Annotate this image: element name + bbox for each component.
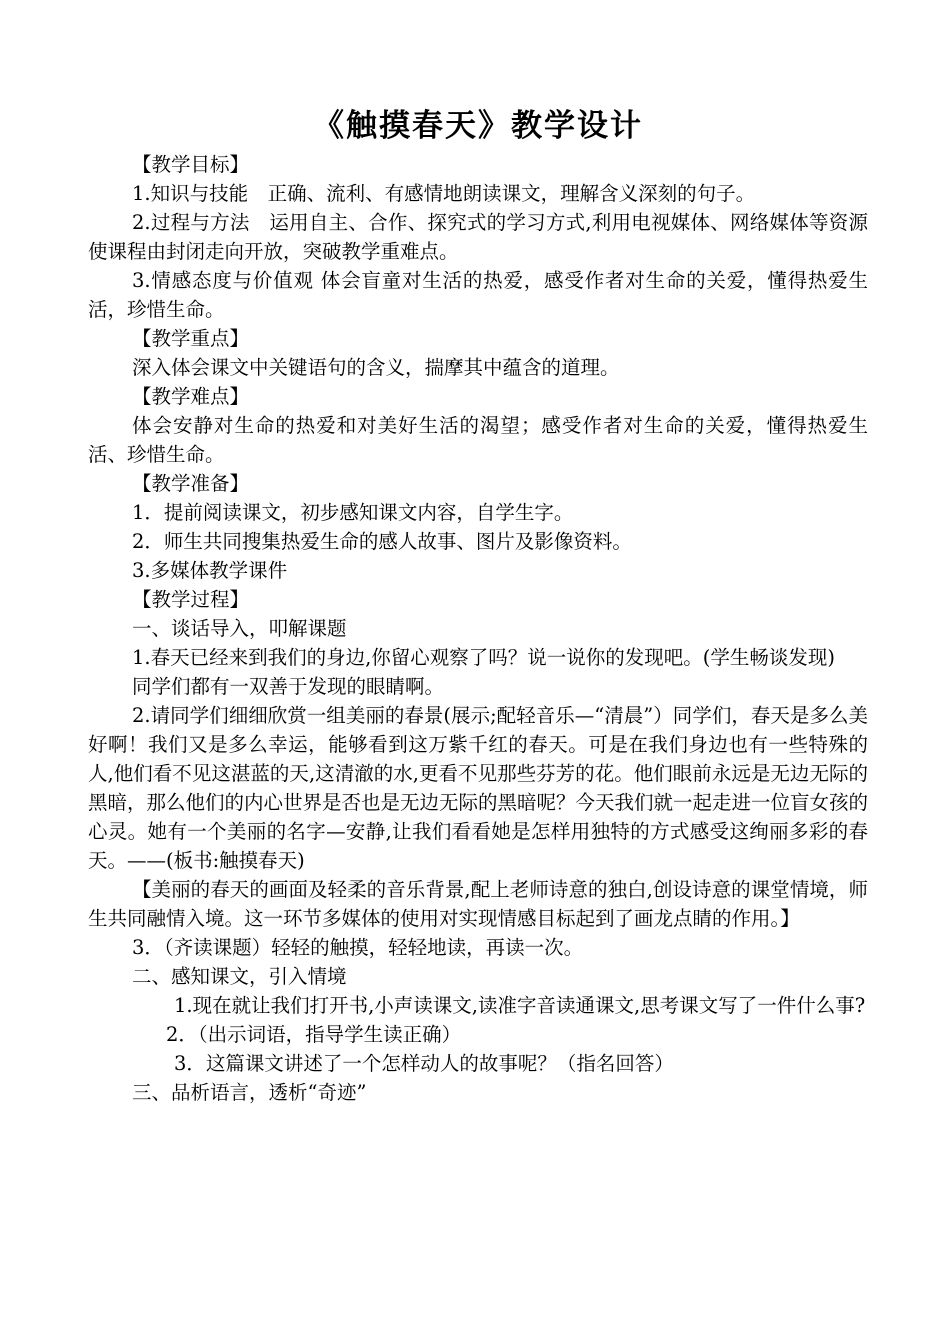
process-step-heading: 一、谈话导入，叩解课题	[132, 617, 347, 640]
process-paragraph: 2．（出示词语，指导学生读正确）	[166, 1023, 462, 1046]
document-body	[88, 104, 868, 1107]
process-paragraph: 3．（齐读课题）轻轻的触摸，轻轻地读，再读一次。	[132, 936, 584, 959]
section-heading-objectives: 【教学目标】	[132, 153, 250, 176]
document-title: 《触摸春天》教学设计	[313, 108, 643, 144]
process-paragraph: 1.现在就让我们打开书,小声读课文,读准字音读通课文,思考课文写了一件什么事?	[174, 994, 866, 1017]
preparation-item: 2．师生共同搜集热爱生命的感人故事、图片及影像资料。	[132, 530, 632, 553]
key-points-text: 深入体会课文中关键语句的含义，揣摩其中蕴含的道理。	[132, 356, 620, 379]
process-step-heading: 三、品析语言，透析“奇迹”	[132, 1081, 367, 1104]
process-commentary: 【美丽的春天的画面及轻柔的音乐背景,配上老师诗意的独白,创设诗意的课堂情境，师生共同融情入境。这一环节多媒体的使用对实现情感目标起到了画龙点睛的作用。】	[88, 878, 868, 930]
objective-process: 2.过程与方法 运用自主、合作、探究式的学习方式,利用电视媒体、网络媒体等资源使课程由封闭走向开放，突破教学重难点。	[88, 211, 868, 263]
section-heading-process: 【教学过程】	[132, 588, 250, 611]
objective-emotion: 3.情感态度与价值观 体会盲童对生活的热爱，感受作者对生命的关爱，懂得热爱生活，珍惜生命。	[88, 269, 868, 321]
difficulties-text: 体会安静对生命的热爱和对美好生活的渴望；感受作者对生命的关爱，懂得热爱生活、珍惜生命。	[88, 414, 868, 466]
process-paragraph: 1.春天已经来到我们的身边,你留心观察了吗？说一说你的发现吧。(学生畅谈发现)	[132, 646, 836, 669]
objective-knowledge: 1.知识与技能 正确、流利、有感情地朗读课文，理解含义深刻的句子。	[132, 182, 756, 205]
section-heading-difficulties: 【教学难点】	[132, 385, 250, 408]
preparation-item: 1．提前阅读课文，初步感知课文内容，自学生字。	[132, 501, 574, 524]
section-heading-preparation: 【教学准备】	[132, 472, 250, 495]
section-heading-key-points: 【教学重点】	[132, 327, 250, 350]
preparation-item: 3.多媒体教学课件	[132, 559, 288, 582]
process-step-heading: 二、感知课文，引入情境	[132, 965, 347, 988]
process-paragraph: 2.请同学们细细欣赏一组美丽的春景(展示;配轻音乐—“清晨”）同学们，春天是多么美好啊！我们又是多么幸运，能够看到这万紫千红的春天。可是在我们身边也有一些特殊的人,他们看不见这湛蓝的天,这清澈的水,更看不见那些芬芳的花。他们眼前永远是无边无际的黑暗，那么他们的内心世界是否也是无边无际的黑暗呢？今天我们就一起走进一位盲女孩的心灵。她有一个美丽的名字—安静,让我们看看她是怎样用独特的方式感受这绚丽多彩的春天。——(板书:触摸春天)	[88, 704, 869, 872]
process-paragraph: 同学们都有一双善于发现的眼睛啊。	[132, 675, 445, 698]
process-paragraph: 3．这篇课文讲述了一个怎样动人的故事呢？（指名回答）	[174, 1052, 674, 1075]
